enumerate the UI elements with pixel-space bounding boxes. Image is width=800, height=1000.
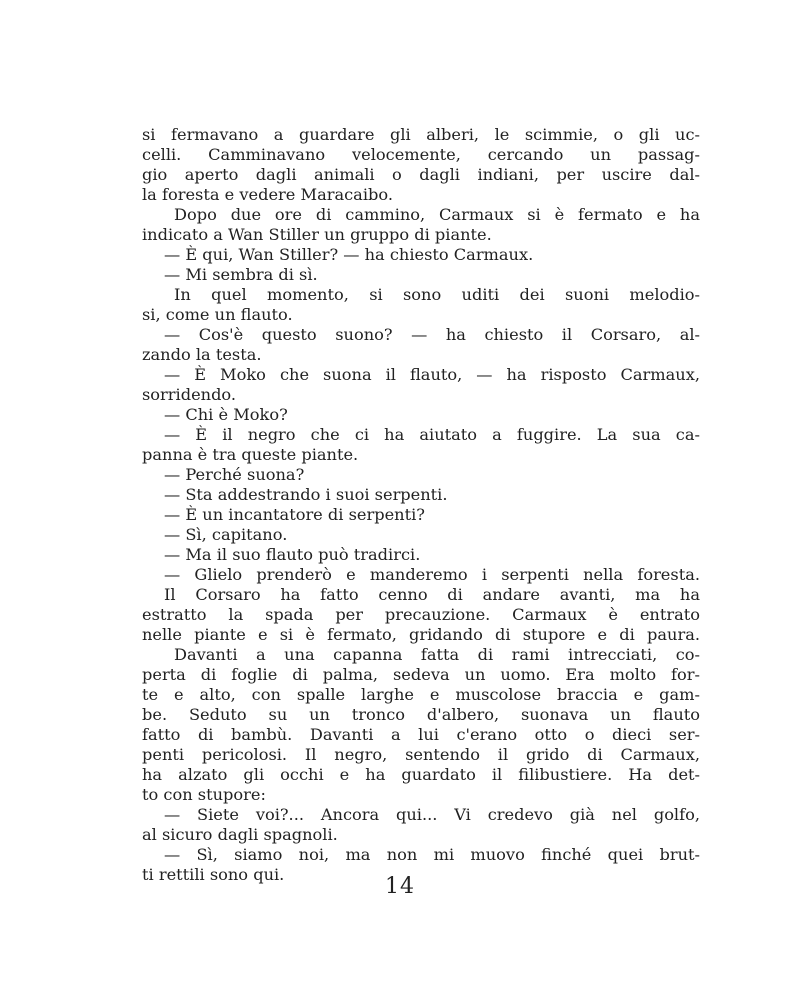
text-line: Dopo due ore di cammino, Carmaux si è fermato e ha — [174, 205, 700, 224]
text-line: to con stupore: — [142, 785, 266, 804]
text-line: si, come un flauto. — [142, 305, 293, 324]
dialogue-line: — Glielo prenderò e manderemo i serpenti nella foresta. — [164, 565, 700, 584]
dialogue-line: — Cos'è questo suono? — ha chiesto il Corsaro, al- — [164, 325, 700, 344]
text-line: ti rettili sono qui. — [142, 865, 285, 884]
dialogue-line: — È Moko che suona il flauto, — ha risposto Carmaux, — [164, 365, 700, 384]
dialogue-line: — Sta addestrando i suoi serpenti. — [164, 485, 448, 504]
text-line: panna è tra queste piante. — [142, 445, 359, 464]
text-line: la foresta e vedere Maracaibo. — [142, 185, 393, 204]
text-line: indicato a Wan Stiller un gruppo di piante. — [142, 225, 492, 244]
dialogue-line: — Perché suona? — [164, 465, 305, 484]
text-line: perta di foglie di palma, sedeva un uomo. Era molto for- — [142, 665, 700, 684]
text-line: gio aperto dagli animali o dagli indiani, per uscire dal- — [142, 165, 700, 184]
dialogue-line: — È il negro che ci ha aiutato a fuggire. La sua ca- — [164, 425, 700, 444]
dialogue-line: — Sì, capitano. — [164, 525, 288, 544]
dialogue-line: — È qui, Wan Stiller? — ha chiesto Carmaux. — [164, 245, 534, 264]
page-body-text — [142, 125, 700, 885]
text-line: estratto la spada per precauzione. Carmaux è entrato — [142, 605, 700, 624]
dialogue-line: — Chi è Moko? — [164, 405, 288, 424]
text-line: Il Corsaro ha fatto cenno di andare avanti, ma ha — [164, 585, 700, 604]
text-line: penti pericolosi. Il negro, sentendo il grido di Carmaux, — [142, 745, 700, 764]
text-line: si fermavano a guardare gli alberi, le scimmie, o gli uc- — [142, 125, 700, 144]
text-line: te e alto, con spalle larghe e muscolose braccia e gam- — [142, 685, 700, 704]
text-line: In quel momento, si sono uditi dei suoni melodio- — [174, 285, 700, 304]
text-line: fatto di bambù. Davanti a lui c'erano otto o dieci ser- — [142, 725, 700, 744]
text-line: celli. Camminavano velocemente, cercando un passag- — [142, 145, 700, 164]
text-line: be. Seduto su un tronco d'albero, suonava un flauto — [142, 705, 700, 724]
dialogue-line: — Ma il suo flauto può tradirci. — [164, 545, 421, 564]
dialogue-line: — Siete voi?... Ancora qui... Vi credevo già nel golfo, — [164, 805, 700, 824]
dialogue-line: — Sì, siamo noi, ma non mi muovo finché quei brut- — [164, 845, 700, 864]
text-line: zando la testa. — [142, 345, 262, 364]
text-line: sorridendo. — [142, 385, 237, 404]
text-line: Davanti a una capanna fatta di rami intrecciati, co- — [174, 645, 700, 664]
page-number: 14 — [385, 874, 415, 899]
text-line: nelle piante e si è fermato, gridando di stupore e di paura. — [142, 625, 700, 644]
text-line: al sicuro dagli spagnoli. — [142, 825, 338, 844]
dialogue-line: — È un incantatore di serpenti? — [164, 505, 425, 524]
dialogue-line: — Mi sembra di sì. — [164, 265, 318, 284]
text-line: ha alzato gli occhi e ha guardato il filibustiere. Ha det- — [142, 765, 700, 784]
